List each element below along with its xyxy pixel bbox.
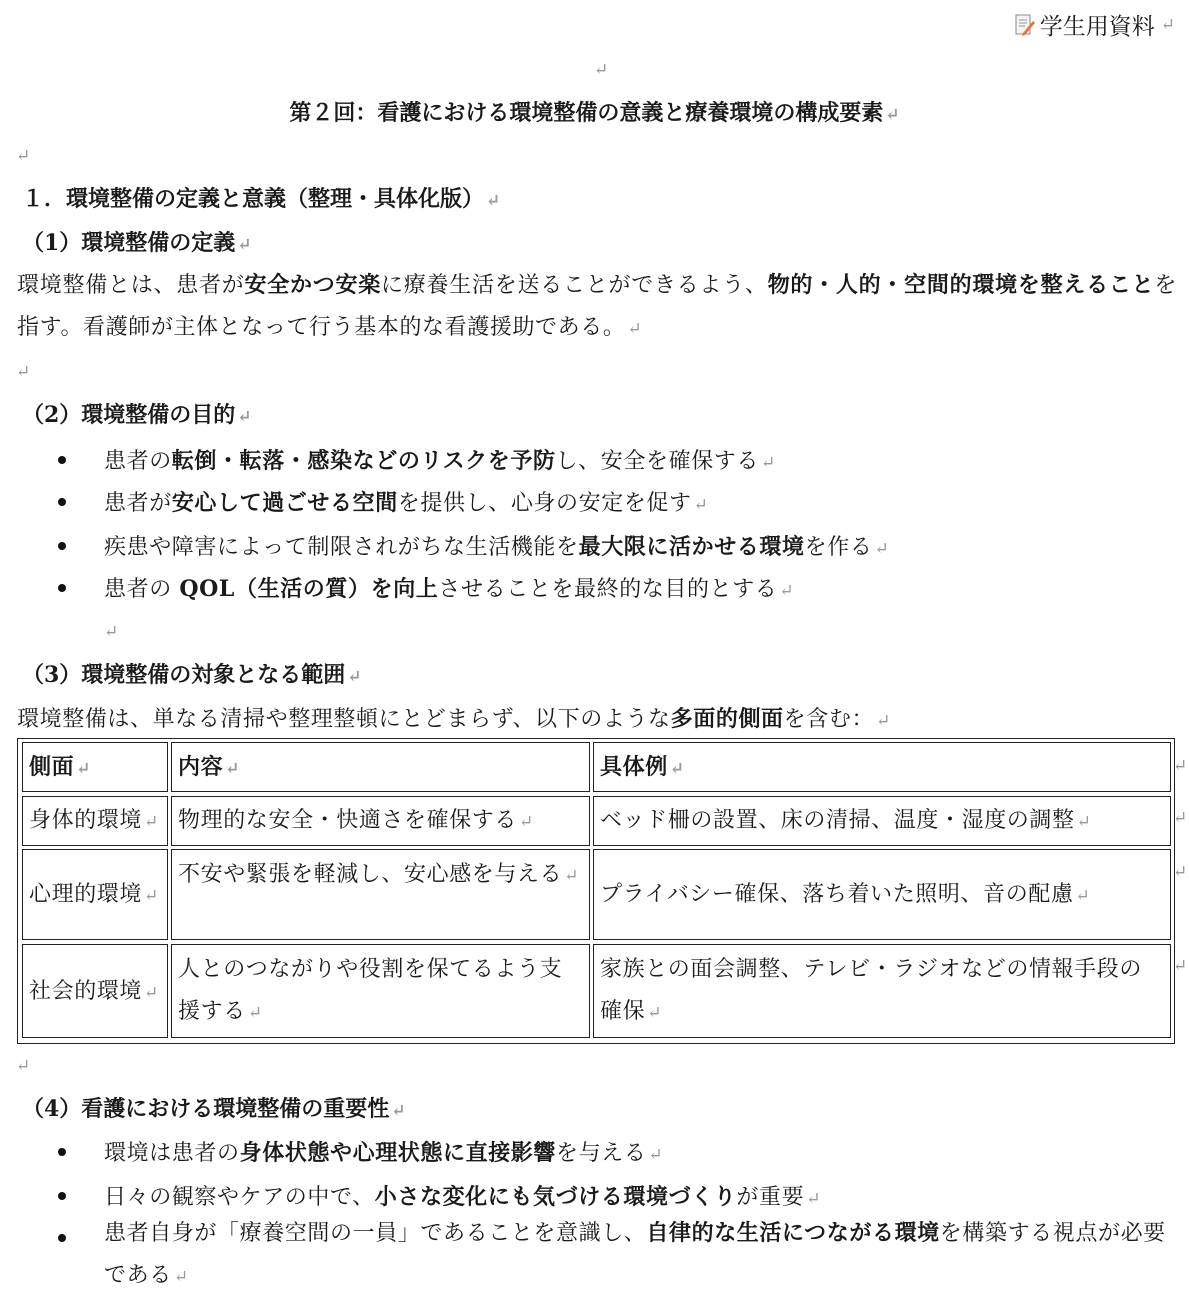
- aspects-table: [17, 738, 1175, 1044]
- table-cell: プライバシー確保、落ち着いた照明、音の配慮 ↵: [593, 849, 1171, 940]
- table-cell: 家族との面会調整、テレビ・ラジオなどの情報手段の確保 ↵: [593, 944, 1171, 1038]
- table-cell: 不安や緊張を軽減し、安心感を与える ↵: [171, 849, 590, 940]
- header-badge-text: 学生用資料: [1039, 14, 1155, 40]
- scope-intro: 環境整備は、単なる清掃や整理整頓にとどまらず、以下のような多面的側面を含む： ↵: [17, 706, 891, 732]
- header-badge: 学生用資料 ↵: [1014, 8, 1175, 41]
- table-cell: 心理的環境 ↵: [22, 849, 168, 940]
- sub3-heading: （3）環境整備の対象となる範囲 ↵: [22, 662, 362, 688]
- table-header-cell: 内容 ↵: [171, 742, 590, 792]
- table-cell: 身体的環境 ↵: [22, 796, 168, 846]
- document-title: 第２回：看護における環境整備の意義と療養環境の構成要素 ↵: [289, 100, 900, 126]
- definition-paragraph: 環境整備とは、患者が安全かつ安楽に療養生活を送ることができるよう、物的・人的・空間的環境を整えることを指す。看護師が主体となって行う基本的な看護援助である。 ↵: [17, 272, 1178, 340]
- table-cell: 物理的な安全・快適さを確保する ↵: [171, 796, 590, 846]
- table-header-cell: 側面 ↵: [22, 742, 168, 792]
- section-1-heading: １．環境整備の定義と意義（整理・具体化版） ↵: [22, 186, 501, 212]
- sub1-heading: （1）環境整備の定義 ↵: [22, 230, 252, 256]
- sub2-heading: （2）環境整備の目的 ↵: [22, 402, 252, 428]
- table-cell: ベッド柵の設置、床の清掃、温度・湿度の調整 ↵: [593, 796, 1171, 846]
- sub4-heading: （4）看護における環境整備の重要性 ↵: [22, 1096, 406, 1122]
- document-pencil-icon: [1014, 13, 1036, 37]
- table-cell: 社会的環境 ↵: [22, 944, 168, 1038]
- table-cell: 人とのつながりや役割を保てるよう支援する ↵: [171, 944, 590, 1038]
- table-header-cell: 具体例 ↵: [593, 742, 1171, 792]
